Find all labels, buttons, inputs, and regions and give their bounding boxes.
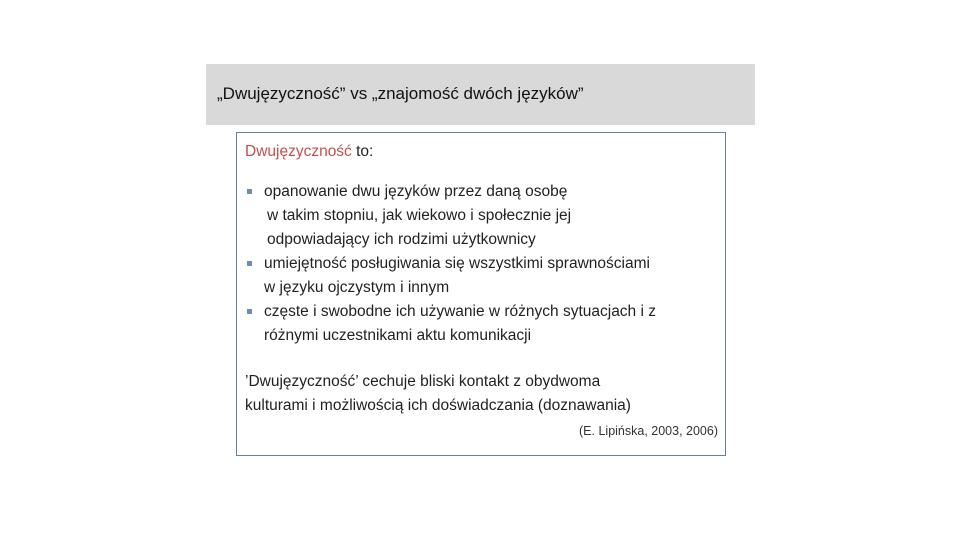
bullet-line: różnymi uczestnikami aktu komunikacji	[264, 327, 532, 344]
bullet-line: odpowiadający ich rodzimi użytkownicy	[267, 231, 536, 248]
definition-heading	[245, 143, 373, 161]
square-bullet-icon	[247, 309, 252, 314]
bullet-line: umiejętność posługiwania się wszystkimi sprawnościami	[264, 255, 650, 272]
square-bullet-icon	[247, 261, 252, 266]
definition-box	[236, 132, 726, 456]
bullet-line: opanowanie dwu języków przez daną osobę	[264, 183, 568, 200]
citation: (E. Lipińska, 2003, 2006)	[579, 424, 718, 438]
bullet-line: w takim stopniu, jak wiekowo i społecznie jej	[267, 207, 572, 224]
bullet-line: częste i swobodne ich używanie w różnych sytuacjach i z	[264, 303, 656, 320]
quote-line: ’Dwujęzyczność’ cechuje bliski kontakt z obydwoma	[245, 373, 601, 390]
square-bullet-icon	[247, 189, 252, 194]
bullet-list	[245, 180, 725, 348]
definition-suffix: to:	[351, 143, 374, 160]
bullet-item	[245, 252, 725, 300]
quote-paragraph	[245, 370, 631, 418]
slide-title: „Dwujęzyczność” vs „znajomość dwóch języków”	[217, 84, 584, 103]
bullet-line: w języku ojczystym i innym	[264, 279, 450, 296]
title-banner	[206, 64, 755, 125]
quote-line: kulturami i możliwością ich doświadczania (doznawania)	[245, 397, 631, 414]
bullet-item	[245, 180, 725, 252]
bullet-item	[245, 300, 725, 348]
definition-term: Dwujęzyczność	[245, 143, 352, 160]
